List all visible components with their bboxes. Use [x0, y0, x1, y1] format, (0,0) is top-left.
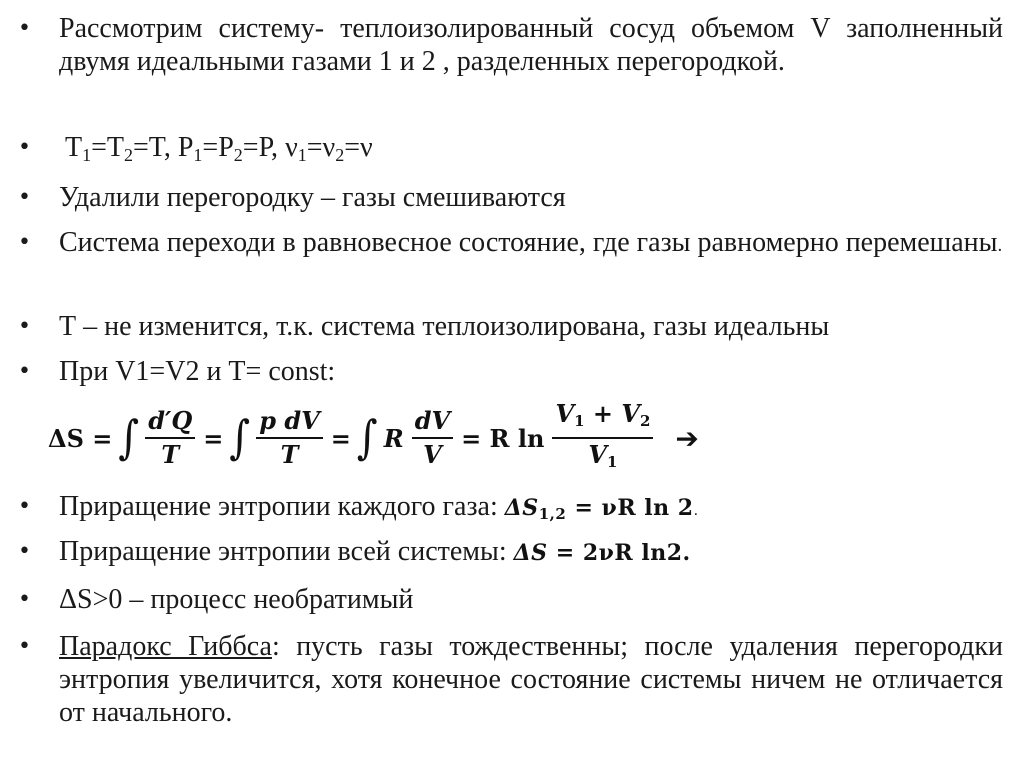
item-text: Рассмотрим систему- теплоизолированный сосуд объемом V заполненный двумя идеальными газами 1 и 2 , разделенных перегородкой. [59, 13, 1003, 77]
bullet: • [18, 135, 31, 160]
list-item [18, 181, 1003, 214]
bullet: • [18, 185, 31, 210]
list-item [18, 131, 1003, 164]
bullet: • [18, 16, 31, 41]
item-text: Приращение энтропии всей системы: ΔS = 2νR ln2. [59, 536, 691, 567]
bullet: • [18, 359, 31, 384]
list-item [18, 355, 1003, 388]
list-item [18, 583, 1003, 616]
list-item [18, 630, 1003, 729]
bullet: • [18, 587, 31, 612]
bullet: • [18, 539, 31, 564]
list-item [18, 490, 1003, 531]
equalities: $T_1=T_2=T$, $P_1=P_2=P$, $\nu_1=\nu_2=\nu$ [65, 132, 373, 165]
entropy-formula: ΔS = ∫ $\frac{d'Q}{T}$ = ∫ $\frac{\text{p dV}}{T}$ = ∫ R $\frac{dV}{V}$ = R ln $\frac{V1 + V2}{V1}$ ➔ [48, 399, 699, 471]
bullet: • [18, 314, 31, 339]
list-item [18, 310, 1003, 343]
inline-formula: ΔS = 2νR ln2. [513, 540, 691, 566]
item-text: Приращение энтропии каждого газа: ΔS1,2 = νR ln 2. [59, 491, 699, 523]
list-item [18, 226, 1003, 262]
bullet: • [18, 494, 31, 519]
item-text: Удалили перегородку – газы смешиваются [59, 182, 566, 213]
bullet: • [18, 634, 31, 659]
gibbs-paradox-term: Парадокс Гиббса [59, 631, 272, 662]
item-text: ΔS>0 – процесс необратимый [59, 584, 414, 615]
arrow-right-icon: ➔ [675, 421, 699, 455]
inline-formula: ΔS1,2 = νR ln 2. [504, 495, 699, 523]
item-text: Система переходи в равновесное состояние, где газы равномерно перемешаны. [59, 227, 1003, 258]
item-text: Парадокс Гиббса: пусть газы тождественны; после удаления перегородки энтропия увеличится, хотя конечное состояние системы ничем не отличается от начального. [59, 631, 1003, 728]
item-text: Т – не изменится, т.к. система теплоизолирована, газы идеальны [59, 311, 830, 342]
bullet: • [18, 230, 31, 255]
list-item [18, 535, 1003, 570]
list-item [18, 12, 1003, 78]
item-text: При V1=V2 и Т= const: [59, 356, 336, 387]
